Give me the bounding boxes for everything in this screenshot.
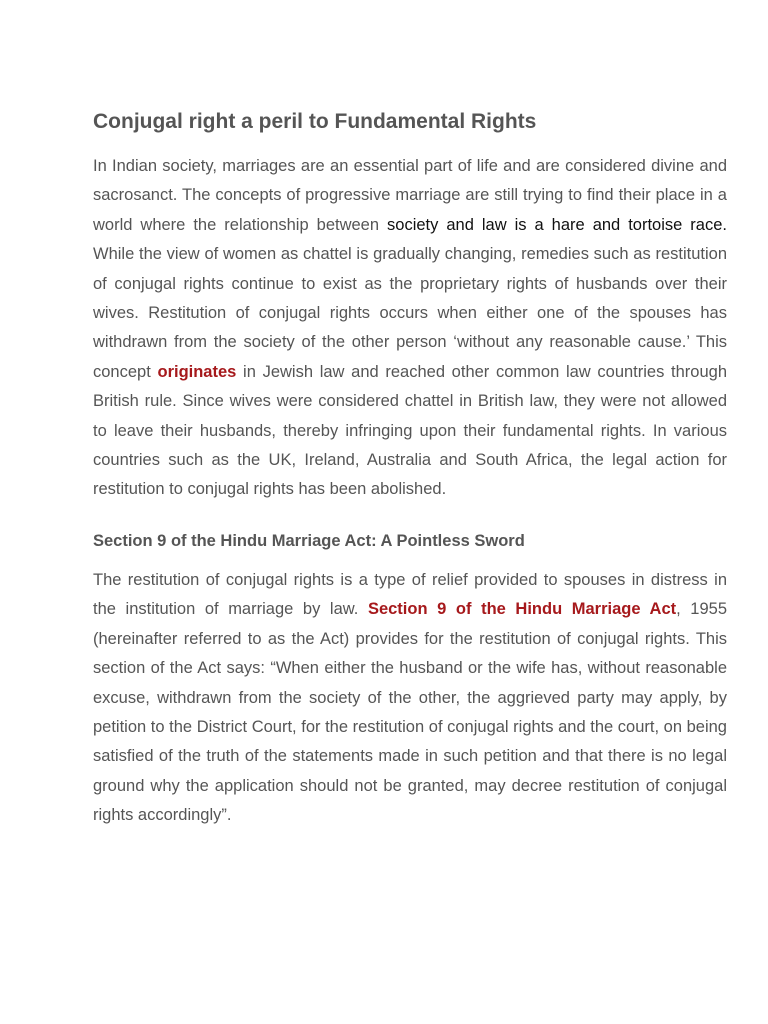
hindu-marriage-act-link[interactable]: Section 9 of the Hindu Marriage Act (367, 600, 677, 619)
intro-text-2: While the view of women as chattel is gradually changing, remedies such as restitution of conjugal rights continue to exist as the proprietary rights of husbands over their wives. Restitution of conjugal rights occurs when either one of the spouses has withdrawn from the society of the other person ‘without any reasonable cause.’ This concept (93, 245, 727, 381)
originates-link[interactable]: originates (157, 362, 237, 381)
intro-paragraph (93, 152, 727, 505)
section-text-1: The restitution of conjugal rights is a type of relief provided to spouses in distress in the institution of marriage by law. (93, 570, 727, 619)
section-paragraph (93, 566, 727, 831)
document-page (93, 106, 727, 831)
section-text-2: , 1955 (hereinafter referred to as the Act) provides for the restitution of conjugal rights. This section of the Act says: “When either the husband or the wife has, without reasonable excuse, withdrawn from the society of the other, the aggrieved party may apply, by petition to the District Court, for the restitution of conjugal rights and the court, on being satisfied of the truth of the statements made in such petition and that there is no legal ground why the application should not be granted, may decree restitution of conjugal rights accordingly”. (93, 600, 728, 825)
intro-text-3: in Jewish law and reached other common law countries through British rule. Since wives were considered chattel in British law, they were not allowed to leave their husbands, thereby infringing upon their fundamental rights. In various countries such as the UK, Ireland, Australia and South Africa, the legal action for restitution to conjugal rights has been abolished. (93, 362, 727, 499)
intro-highlight-text: society and law is a hare and tortoise race. (387, 215, 727, 234)
page-title: Conjugal right a peril to Fundamental Rights (93, 110, 537, 133)
section-heading: Section 9 of the Hindu Marriage Act: A Pointless Sword (93, 531, 525, 550)
intro-text-1: In Indian society, marriages are an essential part of life and are considered divine and sacrosanct. The concepts of progressive marriage are still trying to find their place in a world where the relationship between (93, 157, 727, 234)
